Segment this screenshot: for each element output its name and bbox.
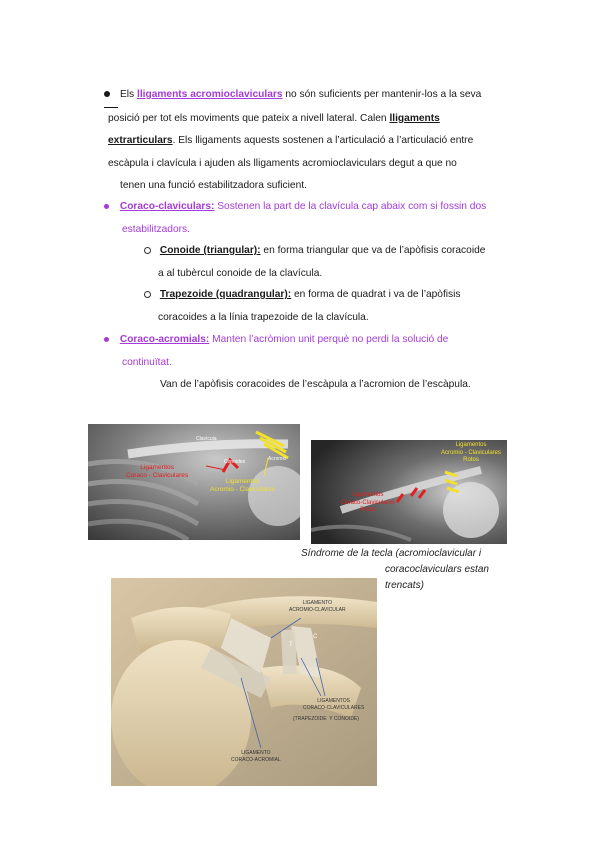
xray-image-normal (88, 424, 300, 540)
label-acromio-clavicular: LIGAMENTO ACROMIO-CLAVICULAR (289, 600, 346, 613)
bullet-1-line-1 (104, 84, 534, 108)
link-acromioclaviculars[interactable]: lligaments acromioclaviculars (136, 89, 283, 100)
bullet-1-line-3 (104, 130, 534, 153)
bullet-1-line-2 (104, 108, 534, 131)
text: en forma triangular que va de l’apòfisis coracoide (260, 245, 486, 256)
label-c: C (313, 634, 318, 640)
text: no són suficients per mantenir-los a la seva (282, 89, 482, 100)
bullet-3-line-3: Van de l’apòfisis coracoides de l’escàpula a l’acromion de l’escàpula. (160, 379, 471, 390)
term-coraco-acromials: Coraco-acromials: (119, 334, 210, 345)
text: Sostenen la part de la clavícula cap abaix com si fossin dos (214, 201, 487, 212)
label-acromio-claviculares: Ligamentos Acromio - Claviculares (210, 478, 276, 493)
label-trapezoide-conoide: (TRAPEZOIDE Y CONOIDE) (293, 716, 359, 722)
circle-bullet-icon (144, 247, 151, 254)
bullet-3-line-1 (104, 329, 534, 352)
bullet-purple-icon (104, 204, 109, 209)
label-acromio: Acromio (268, 456, 287, 462)
caption-line-1: Síndrome de la tecla (acromioclavicular i (301, 548, 482, 559)
label-conoides: Conoides (224, 459, 246, 465)
bullet-purple-icon (104, 337, 109, 342)
label-coraco-claviculares-anatomy: LIGAMENTOS CORACO-CLAVICULARES (303, 698, 365, 711)
label-cc-rotos: Ligamentos Coraco-Claviculares Rotos (341, 492, 396, 513)
xray-image-broken (311, 440, 507, 544)
bold-term: lligaments (389, 112, 440, 124)
sub-bullet-trapezoide (144, 284, 544, 329)
sub-bullet-trapezoide-line-2: coracoides a la línia trapezoide de la clavícula. (158, 311, 369, 323)
term-conoide: Conoide (triangular): (159, 245, 261, 256)
bullet-marker (104, 84, 118, 108)
term-trapezoide: Trapezoide (quadrangular): (159, 289, 292, 300)
label-t: T (289, 642, 293, 648)
sub-bullet-conoide-line-1 (144, 240, 544, 263)
bold-term-2: extrarticulars (108, 135, 173, 146)
caption-line-2: coracoclaviculars estan (385, 564, 489, 575)
label-coraco-acromial: LIGAMENTO CORACO-ACROMIAL (231, 750, 281, 763)
label-ac-rotos: Ligamentos Acromio - Claviculares Rotos (441, 442, 502, 463)
term-coraco-claviculars: Coraco-claviculars: (119, 201, 215, 212)
sub-bullet-conoide (144, 240, 544, 285)
text: Manten l’acròmion unit perquè no perdi la solució de (209, 334, 449, 345)
label-clavicula: Clavícula (196, 436, 217, 442)
caption-line-3: trencats) (385, 580, 424, 591)
bullet-2-line-1 (104, 196, 534, 219)
sub-bullet-conoide-line-2: a al tubèrcul conoide de la clavícula. (158, 267, 323, 279)
bullet-1-line-5: tenen una funció estabilitzadora suficient. (120, 180, 307, 191)
label-coraco-claviculares: Ligamentos Coraco - Claviculares (126, 464, 189, 479)
bullet-2-line-2: estabilitzadors. (122, 223, 190, 235)
bullet-1 (104, 84, 534, 198)
text-prefix: Els (120, 89, 137, 100)
circle-bullet-icon (144, 291, 151, 298)
bullet-3 (104, 329, 534, 397)
bullet-2 (104, 196, 534, 241)
sub-bullet-trapezoide-line-1 (144, 284, 544, 307)
bullet-1-line-4: escàpula i clavícula i ajuden als lligaments acromioclaviculars degut a que no (108, 157, 457, 169)
text: en forma de quadrat i va de l’apòfisis (291, 289, 461, 300)
bullet-3-line-2: continuïtat. (122, 356, 172, 368)
text: posició per tot els moviments que pateix a nivell lateral. Calen (108, 112, 390, 124)
text: . Els lligaments aquests sostenen a l’articulació a l’articulació entre (172, 135, 474, 146)
anatomy-illustration (111, 578, 377, 786)
bullet-dot-icon (104, 91, 110, 97)
